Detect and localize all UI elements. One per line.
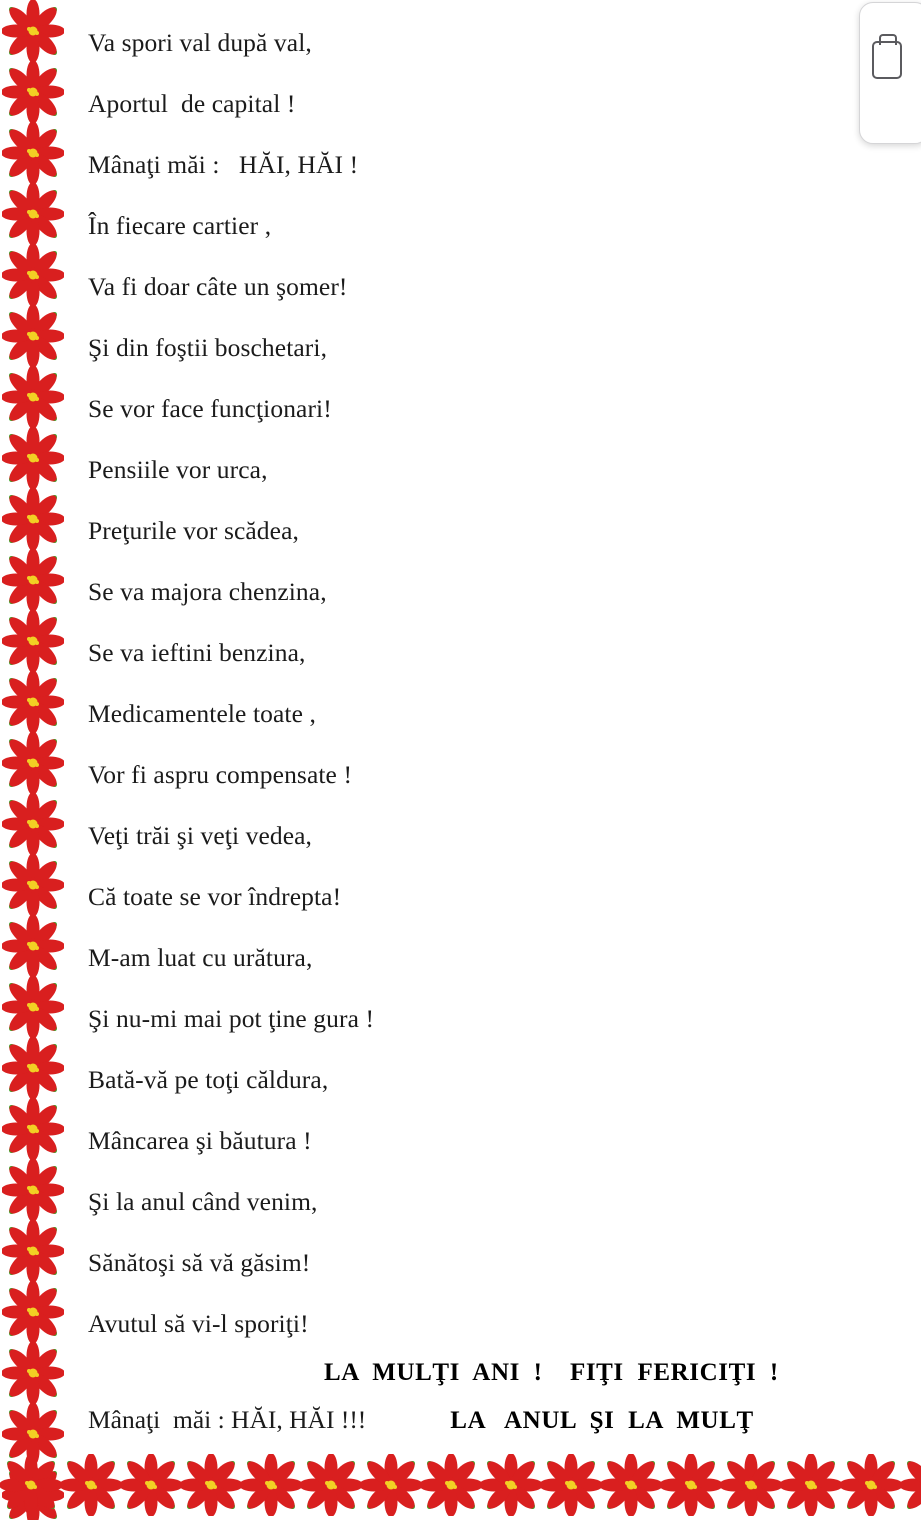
poinsettia-flower-icon: [420, 1454, 482, 1516]
poinsettia-flower-icon: [2, 244, 64, 306]
poinsettia-flower-icon: [720, 1454, 782, 1516]
left-decorative-border: [0, 0, 66, 1520]
poinsettia-flower-icon: [2, 305, 64, 367]
poem-line: Se va majora chenzina,: [88, 577, 327, 606]
poem-line: Sănătoşi să vă găsim!: [88, 1248, 311, 1277]
poem-line: Se va ieftini benzina,: [88, 638, 306, 667]
poinsettia-flower-icon: [60, 1454, 122, 1516]
poinsettia-flower-icon: [600, 1454, 662, 1516]
poem-line: M-am luat cu urătura,: [88, 943, 313, 972]
poem-line: În fiecare cartier ,: [88, 211, 272, 240]
poinsettia-flower-icon: [2, 1220, 64, 1282]
poinsettia-flower-icon: [2, 549, 64, 611]
final-line-right: LA ANUL ŞI LA MULŢ: [450, 1407, 754, 1434]
poinsettia-flower-icon: [2, 793, 64, 855]
poinsettia-flower-icon: [2, 183, 64, 245]
poinsettia-flower-icon: [2, 854, 64, 916]
poem-line: Preţurile vor scădea,: [88, 516, 299, 545]
poem-line: Va fi doar câte un şomer!: [88, 272, 348, 301]
poinsettia-flower-icon: [120, 1454, 182, 1516]
poinsettia-flower-icon: [240, 1454, 302, 1516]
poinsettia-flower-icon: [300, 1454, 362, 1516]
poinsettia-flower-icon: [2, 1098, 64, 1160]
floating-action-panel[interactable]: [859, 2, 921, 144]
poinsettia-flower-icon: [900, 1454, 921, 1516]
poinsettia-flower-icon: [2, 1159, 64, 1221]
poem-closing-block: [88, 1350, 918, 1445]
poinsettia-flower-icon: [0, 1454, 62, 1516]
poem-line: Bată-vă pe toţi căldura,: [88, 1065, 329, 1094]
poem-line: Pensiile vor urca,: [88, 455, 268, 484]
poinsettia-flower-icon: [2, 976, 64, 1038]
poinsettia-flower-icon: [2, 610, 64, 672]
poinsettia-flower-icon: [540, 1454, 602, 1516]
poinsettia-flower-icon: [2, 732, 64, 794]
poinsettia-flower-icon: [2, 1281, 64, 1343]
poinsettia-flower-icon: [2, 1037, 64, 1099]
poinsettia-flower-icon: [2, 366, 64, 428]
poem-line: Vor fi aspru compensate !: [88, 760, 353, 789]
poinsettia-flower-icon: [2, 1342, 64, 1404]
poem-line: Mânaţi măi : HĂI, HĂI !: [88, 150, 359, 179]
poinsettia-flower-icon: [2, 488, 64, 550]
final-line-row: [88, 1396, 918, 1445]
poem-line: Medicamentele toate ,: [88, 699, 316, 728]
poinsettia-flower-icon: [2, 61, 64, 123]
poem-line: Avutul să vi-l sporiţi!: [88, 1309, 309, 1338]
final-line-left: Mânaţi măi : HĂI, HĂI !!!: [88, 1405, 367, 1434]
poinsettia-flower-icon: [180, 1454, 242, 1516]
bottom-decorative-border: [0, 1450, 921, 1520]
poinsettia-flower-icon: [2, 427, 64, 489]
poinsettia-flower-icon: [660, 1454, 722, 1516]
poinsettia-flower-icon: [840, 1454, 902, 1516]
poem-line: Aportul de capital !: [88, 89, 296, 118]
poinsettia-flower-icon: [780, 1454, 842, 1516]
save-to-device-icon[interactable]: [872, 41, 902, 79]
poinsettia-flower-icon: [360, 1454, 422, 1516]
poem-verse-block: [88, 12, 908, 1354]
poinsettia-flower-icon: [2, 671, 64, 733]
poem-line: Veţi trăi şi veţi vedea,: [88, 821, 313, 850]
poem-line: Se vor face funcţionari!: [88, 394, 332, 423]
poinsettia-flower-icon: [2, 122, 64, 184]
poem-line: Şi din foştii boschetari,: [88, 333, 328, 362]
poinsettia-flower-icon: [2, 915, 64, 977]
closing-greeting: LA MULŢI ANI ! FIŢI FERICIŢI !: [324, 1359, 779, 1386]
poem-line: Mâncarea şi băutura !: [88, 1126, 312, 1155]
poem-line: Că toate se vor îndrepta!: [88, 882, 342, 911]
poem-line: Şi nu-mi mai pot ţine gura !: [88, 1004, 375, 1033]
poinsettia-flower-icon: [2, 0, 64, 62]
poinsettia-flower-icon: [480, 1454, 542, 1516]
poem-line: Va spori val după val,: [88, 28, 312, 57]
poem-line: Şi la anul când venim,: [88, 1187, 318, 1216]
